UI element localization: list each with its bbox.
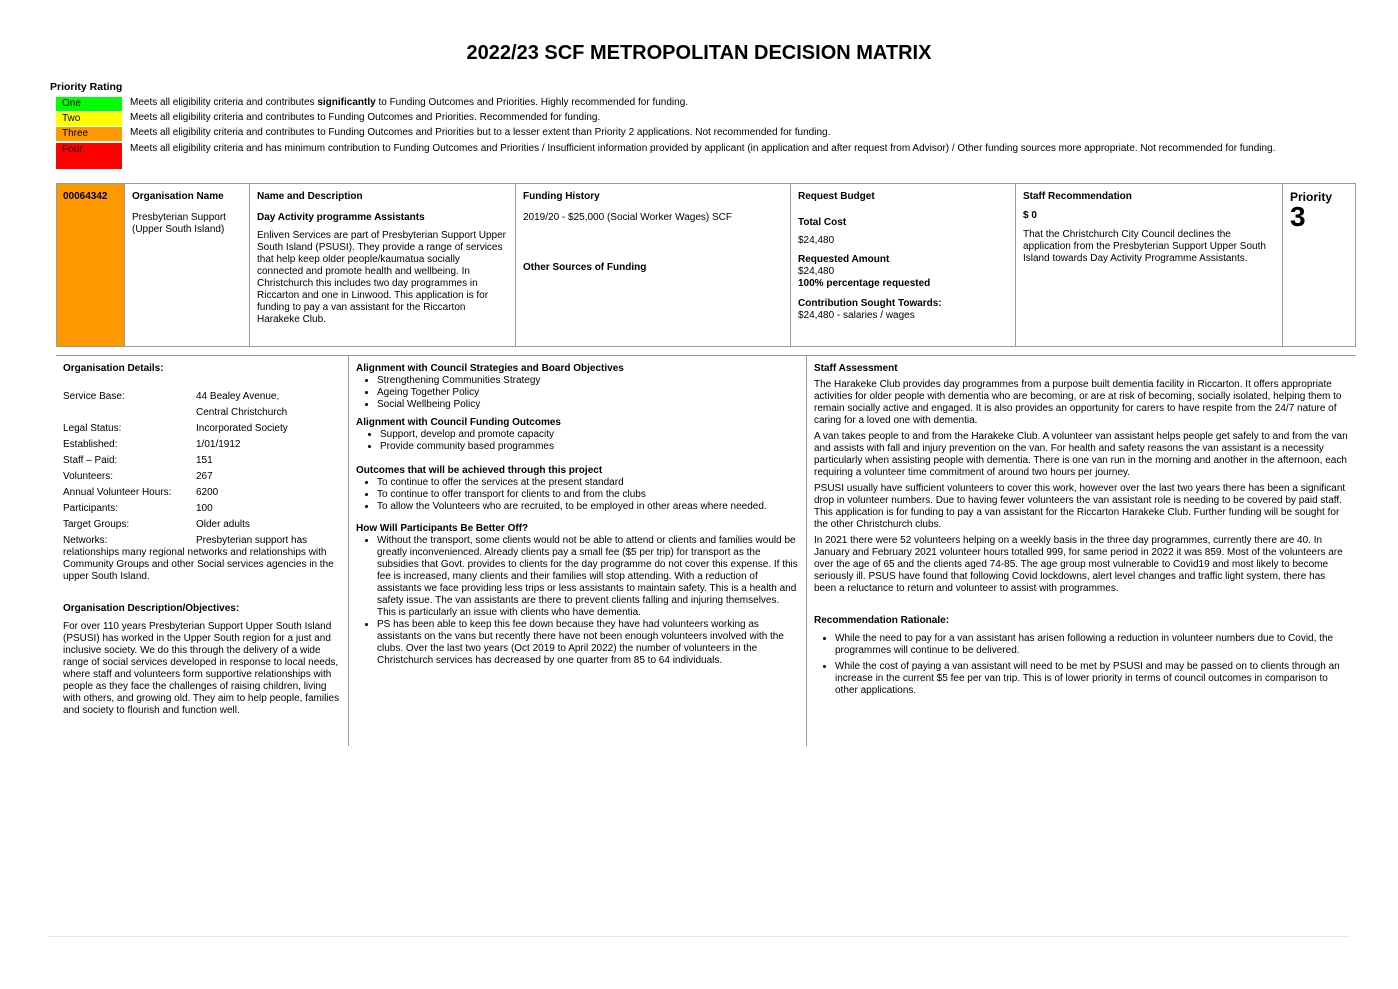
priority-header: Priority <box>1290 190 1333 204</box>
org-name: Presbyterian Support (Upper South Island) <box>132 212 226 235</box>
org-name-cell <box>125 184 250 346</box>
rationale-heading: Recommendation Rationale: <box>814 615 950 626</box>
funding-history-header: Funding History <box>523 191 600 202</box>
assessment-paragraph: In 2021 there were 52 volunteers helping on a weekly basis in the three day programmes, currently there are 40. In January and February 2021 volunteer hours totalled 999, for same period in 2022 it was 859. Most of the volunteers are over the age of 65 and the clients aged 74-85. The age group most vulnerable to Covid19 and most likely to become seriously ill. PSUS have found that following Covid lockdowns, alert level changes and traffic light system, there has been a reluctance to return and volunteer to assist with programmes. <box>814 535 1343 594</box>
service-base-row <box>63 391 341 419</box>
alignment-column <box>348 356 806 746</box>
assessment-paragraph: A van takes people to and from the Harakeke Club. A volunteer van assistant helps people get safely to and from the van and assists with fall and injury prevention on the van. For health and safety reasons the van assistant is a necessity particularly when assisting people with dementia. There is one van run in the morning and another in the afternoon, each requiring a volunteer time commitment of around two hours per journey. <box>814 431 1348 478</box>
staff-recommendation-cell <box>1016 184 1283 346</box>
detail-row: Annual Volunteer Hours: 6200 <box>63 487 219 498</box>
priority-swatch-one: One <box>56 97 122 111</box>
staff-assessment-heading: Staff Assessment <box>814 363 898 374</box>
request-budget-header: Request Budget <box>798 191 875 202</box>
requested-amount: $24,480 <box>798 266 835 277</box>
project-outcomes-heading: Outcomes that will be achieved through this project <box>356 465 603 476</box>
priority-swatch-three: Three <box>56 127 122 141</box>
contribution-label: Contribution Sought Towards: <box>798 298 942 309</box>
list-item: • Ageing Together Policy <box>377 387 799 399</box>
priority-rating-row-four <box>56 143 1316 169</box>
strategies-heading: Alignment with Council Strategies and Board Objectives <box>356 363 624 374</box>
list-item: • Without the transport, some clients would not be able to attend or clients and families would be greatly inconvenienced. Already clients pay a small fee ($5 per trip) for transport as the subsidies that Govt. provides to clients for the day programme do not cover this expense. If this fee is increased, many clients and their families will stop attending. With a reduction of assistants we face providing less trips or less assistants to maintain safety. This is a health and safety issue. The van assistants are there to prevent clients falling and injuring themselves. This is particularly an issue with clients who have dementia. <box>377 535 799 619</box>
priority-rating-heading: Priority Rating <box>50 81 123 93</box>
staff-recommendation-text: That the Christchurch City Council declines the application from the Presbyterian Support Upper South Island towards Day Activity Programme Assistants. <box>1023 229 1266 264</box>
details-section <box>56 355 1356 746</box>
total-cost: $24,480 <box>798 235 835 246</box>
list-item: • While the need to pay for a van assistant has arisen following a reduction in volunteer numbers due to Covid, the programmes will continue to be delivered. <box>835 633 1349 657</box>
list-item: • To allow the Volunteers who are recruited, to be employed in other areas where needed. <box>377 501 799 513</box>
detail-row: Staff – Paid: 151 <box>63 455 213 466</box>
better-off-list <box>356 535 799 667</box>
org-name-header: Organisation Name <box>132 191 224 202</box>
percent-requested: 100% percentage requested <box>798 278 931 289</box>
description-cell <box>250 184 516 346</box>
staff-recommendation-amount: $ 0 <box>1023 210 1037 221</box>
project-description: Enliven Services are part of Presbyterian Support Upper South Island (PSUSI). They provide a range of services that help keep older people/kaumatua socially connected and promote health and wellbeing. In Christchurch this includes two day programmes in Riccarton and one in Linwood. This application is for funding to pay a van assistant for the Riccarton Harakeke Club. <box>257 230 507 325</box>
assessment-paragraph: The Harakeke Club provides day programmes from a purpose built dementia facility in Riccarton. It offers appropriate activities for older people with dementia who are becoming, or are at risk of becoming, socially isolated, helping them to remain socially active and engaged. It is also provides an opportunity for carers to have respite from the 24/7 nature of caring for a loved one with dementia. <box>814 379 1342 426</box>
priority-desc-four: Meets all eligibility criteria and has minimum contribution to Funding Outcomes and Priorities / Insufficient information provided by applicant (in application and after request from Advisor) / Other funding sources more appropriate. Not recommended for funding. <box>130 143 1276 154</box>
request-budget-cell <box>791 184 1016 346</box>
description-header: Name and Description <box>257 191 363 202</box>
requested-amount-label: Requested Amount <box>798 254 890 265</box>
networks: Networks: Presbyterian support has relationships many regional networks and relationships with Community Groups and other Social services agencies in the upper South Island. <box>63 535 334 582</box>
priority-swatch-two: Two <box>56 112 122 126</box>
objectives-text: For over 110 years Presbyterian Support Upper South Island (PSUSI) has worked in the Upper South region for a just and inclusive society. We do this through the delivery of a wide range of social services developed in response to local needs, where staff and volunteers form supportive relationships with people as they face the challenges of raising children, living with others, and growing old. They aim to help people, families and society to flourish and function well. <box>63 621 340 716</box>
priority-value: 3 <box>1290 201 1306 232</box>
list-item: • Support, develop and promote capacity <box>380 429 799 441</box>
priority-rating-row-two <box>56 112 1316 126</box>
priority-swatch-four: Four <box>56 143 122 169</box>
detail-row: Participants: 100 <box>63 503 213 514</box>
list-item: • Strengthening Communities Strategy <box>377 375 799 387</box>
list-item: • Provide community based programmes <box>380 441 799 453</box>
staff-assessment-column <box>806 356 1356 746</box>
outcomes-heading: Alignment with Council Funding Outcomes <box>356 417 561 428</box>
page-title: 2022/23 SCF METROPOLITAN DECISION MATRIX <box>466 42 932 64</box>
service-base-value: 44 Bealey Avenue, Central Christchurch <box>196 391 288 418</box>
org-details-column <box>56 356 348 746</box>
priority-rating-row-three <box>56 127 1316 141</box>
priority-desc-three: Meets all eligibility criteria and contributes to Funding Outcomes and Priorities but to a lesser extent than Priority 2 applications. Not recommended for funding. <box>130 127 831 138</box>
detail-row: Established: 1/01/1912 <box>63 439 241 450</box>
funding-history: 2019/20 - $25,000 (Social Worker Wages) SCF <box>523 212 732 223</box>
priority-cell <box>1283 184 1355 346</box>
priority-rating-row-one <box>56 97 1316 111</box>
application-id: 00064342 <box>57 184 125 346</box>
funding-history-cell <box>516 184 791 346</box>
list-item: • To continue to offer the services at the present standard <box>377 477 799 489</box>
application-summary-table <box>56 183 1356 347</box>
project-name: Day Activity programme Assistants <box>257 212 425 223</box>
strategies-list <box>356 375 799 411</box>
better-off-heading: How Will Participants Be Better Off? <box>356 523 529 534</box>
list-item: • Social Wellbeing Policy <box>377 399 799 411</box>
list-item: • While the cost of paying a van assistant will need to be met by PSUSI and may be passed on to clients through an increase in the current $5 fee per van trip. This is of lower priority in terms of council outcomes in comparison to other applications. <box>835 661 1349 697</box>
priority-desc-two: Meets all eligibility criteria and contributes to Funding Outcomes and Priorities. Recommended for funding. <box>130 112 601 123</box>
assessment-paragraph: PSUSI usually have sufficient volunteers to cover this work, however over the last two years there has been a significant drop in volunteer numbers. Due to having fewer volunteers the van assistant role is needing to be covered by paid staff. This application is for funding to pay a van assistant for the Riccarton Harakeke Club. Further funding will be sought for the other Christchurch clubs. <box>814 483 1346 530</box>
other-sources-header: Other Sources of Funding <box>523 262 647 273</box>
service-base-label: Service Base: <box>63 391 125 402</box>
detail-row: Volunteers: 267 <box>63 471 213 482</box>
total-cost-label: Total Cost <box>798 217 847 228</box>
contribution: $24,480 - salaries / wages <box>798 310 915 321</box>
objectives-heading: Organisation Description/Objectives: <box>63 603 240 614</box>
rationale-list <box>814 633 1349 697</box>
priority-desc-one: Meets all eligibility criteria and contributes significantly to Funding Outcomes and Priorities. Highly recommended for funding. <box>130 97 689 108</box>
staff-recommendation-header: Staff Recommendation <box>1023 191 1132 202</box>
detail-row: Legal Status: Incorporated Society <box>63 423 288 434</box>
list-item: • To continue to offer transport for clients to and from the clubs <box>377 489 799 501</box>
outcomes-list <box>356 429 799 453</box>
detail-row: Target Groups: Older adults <box>63 519 250 530</box>
project-outcomes-list <box>356 477 799 513</box>
page-footer-divider <box>48 936 1350 937</box>
org-details-heading: Organisation Details: <box>63 363 164 374</box>
list-item: • PS has been able to keep this fee down because they have had volunteers working as assistants on the vans but recently there have not been enough volunteers involved with the clubs. Over the last two years (Oct 2019 to April 2022) the number of volunteers in the Christchurch services has decreased by one quarter from 85 to 64 individuals. <box>377 619 799 667</box>
